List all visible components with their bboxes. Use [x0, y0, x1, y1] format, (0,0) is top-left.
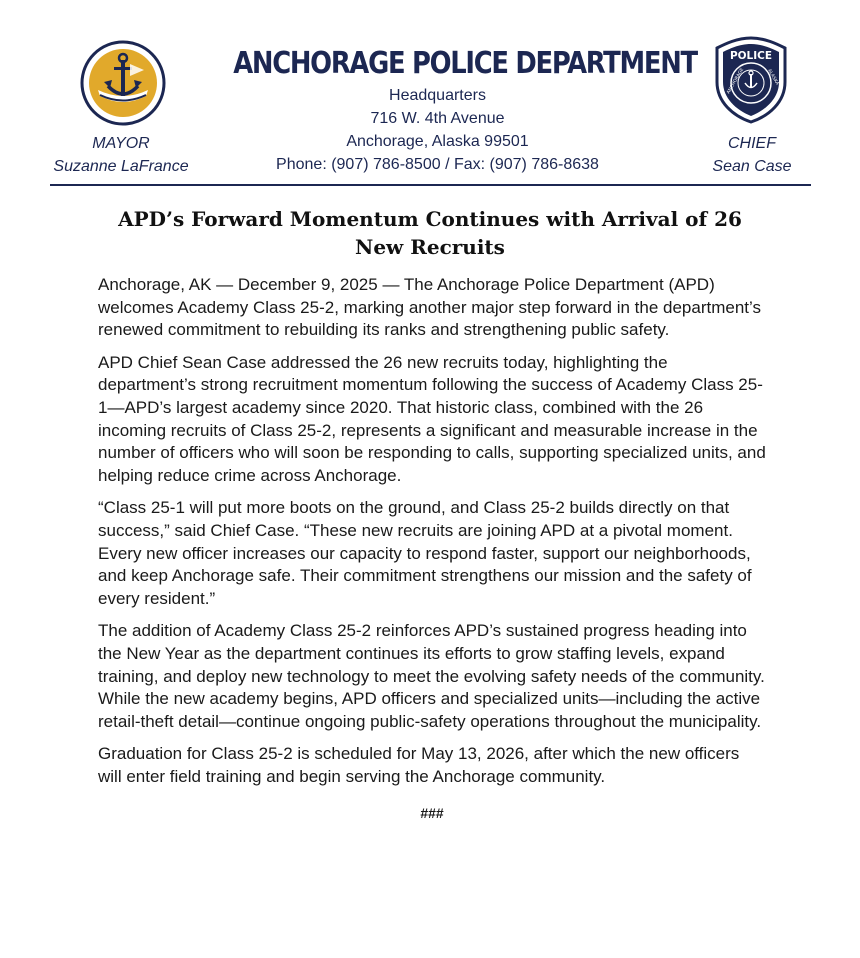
body-paragraph: Anchorage, AK — December 9, 2025 — The Anchorage Police Department (APD) welcomes Academy Class 25-2, marking another major step forward in the department’s renewed commitment to rebuilding its ranks and strengthening public safety. — [98, 275, 761, 340]
phone-fax-line: Phone: (907) 786-8500 / Fax: (907) 786-8638 — [276, 156, 599, 173]
press-release-body — [98, 274, 766, 825]
contact-block — [230, 84, 645, 176]
municipality-seal-icon — [80, 40, 166, 126]
badge-ring-right-text: ALASKA — [766, 68, 780, 87]
chief-title: CHIEF — [728, 135, 776, 152]
mayor-title: MAYOR — [92, 135, 150, 152]
mayor-name: Suzanne LaFrance — [53, 158, 189, 175]
badge-ring-left-text: ANCHORAGE — [726, 67, 746, 95]
body-paragraph: Graduation for Class 25-2 is scheduled for May 13, 2026, after which the new officers will enter field training and begin serving the Anchorage community. — [98, 744, 740, 786]
letterhead — [0, 0, 860, 190]
header-divider — [50, 184, 811, 186]
police-badge-icon — [713, 36, 789, 124]
press-release-title: APD’s Forward Momentum Continues with Arrival of 26 New Recruits — [118, 207, 742, 259]
end-mark: ### — [420, 805, 444, 822]
chief-block — [692, 132, 812, 178]
address-line: Anchorage, Alaska 99501 — [346, 133, 529, 150]
badge-label: POLICE — [729, 50, 773, 62]
address-line: Headquarters — [389, 87, 486, 104]
chief-name: Sean Case — [712, 158, 792, 175]
body-paragraph: “Class 25-1 will put more boots on the ground, and Class 25-2 builds directly on that success,” said Chief Case. “These new recruits are joining APD at a pivotal moment. Every new officer increases our capacity to respond faster, support our neighborhoods, and keep Anchorage safe. Their commitment strengthens our mission and the safety of every resident.” — [98, 498, 752, 608]
mayor-block — [46, 132, 196, 178]
address-line: 716 W. 4th Avenue — [370, 110, 505, 127]
department-name: ANCHORAGE POLICE DEPARTMENT — [233, 46, 697, 81]
body-paragraph: APD Chief Sean Case addressed the 26 new recruits today, highlighting the department’s strong recruitment momentum following the success of Academy Class 25-1—APD’s largest academy since 2020. That historic class, combined with the 26 incoming recruits of Class 25-2, represents a significant and measurable increase in the number of officers who will soon be responding to calls, supporting specialized units, and helping reduce crime across Anchorage. — [98, 352, 766, 485]
body-paragraph: The addition of Academy Class 25-2 reinforces APD’s sustained progress heading into the New Year as the department continues its efforts to grow staffing levels, expand training, and deploy new technology to meet the evolving safety needs of the community. While the new academy begins, APD officers and specialized units—including the active retail-theft detail—continue ongoing public-safety operations throughout the municipality. — [98, 621, 765, 731]
